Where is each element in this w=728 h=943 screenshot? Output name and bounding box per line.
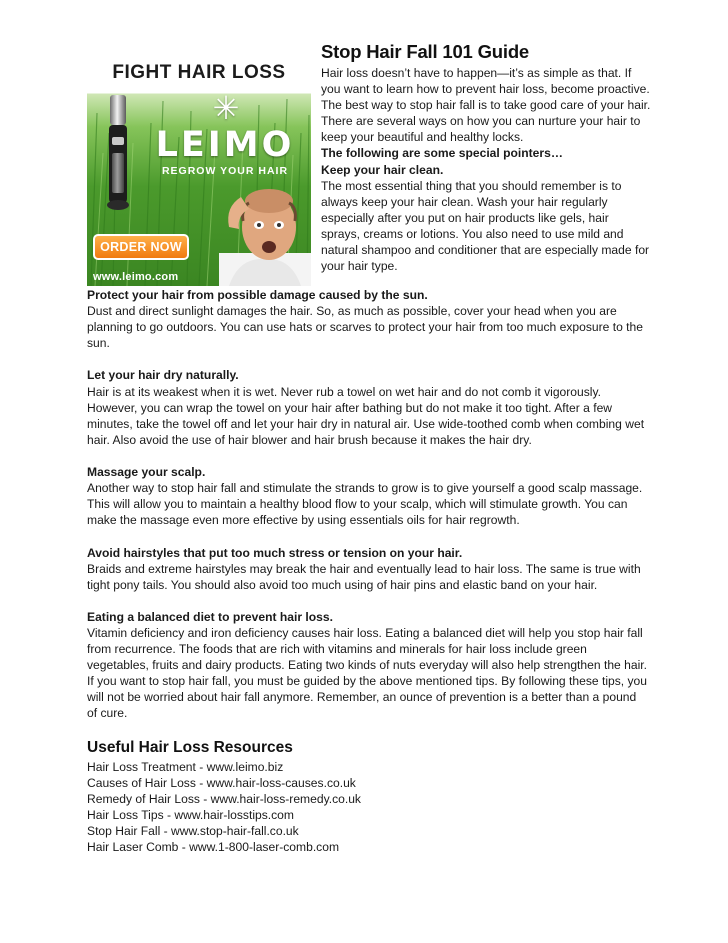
- resource-link-item[interactable]: Stop Hair Fall - www.stop-hair-fall.co.uk: [87, 823, 299, 838]
- ad-headline: FIGHT HAIR LOSS: [112, 62, 286, 83]
- resource-link-item[interactable]: Hair Loss Tips - www.hair-losstips.com: [87, 807, 294, 822]
- spacer: [87, 448, 647, 464]
- resource-link-item[interactable]: Hair Laser Comb - www.1-800-laser-comb.com: [87, 840, 340, 854]
- section-heading: Let your hair dry naturally.: [87, 368, 239, 383]
- conclusion-paragraph: If you want to stop hair fall, you must be guided by the above mentioned tips. By following these tips, you will not be worried about hair fall anymore. Remember, an ounce of prevention is a better than a pound of cure.: [87, 674, 647, 721]
- section-paragraph: Braids and extreme hairstyles may break the hair and eventually lead to hair loss. The same is true with tight pony tails. You should also avoid too much using of hair pins and elastic band on your hair.: [87, 561, 641, 592]
- ad-tagline: REGROW YOUR HAIR: [161, 165, 289, 177]
- section-heading: Protect your hair from possible damage caused by the sun.: [87, 288, 428, 302]
- ad-url-link[interactable]: www.leimo.com: [93, 271, 179, 283]
- surprised-man-photo: [219, 187, 311, 286]
- section-heading: Massage your scalp.: [87, 465, 206, 480]
- order-now-button[interactable]: ORDER NOW: [93, 234, 189, 260]
- pointers-lead: The following are some special pointers…: [321, 146, 563, 161]
- section-heading: Keep your hair clean.: [321, 162, 444, 177]
- spacer: [87, 593, 647, 609]
- leimo-advertisement[interactable]: [87, 57, 311, 286]
- resource-link-item[interactable]: Causes of Hair Loss - www.hair-loss-causes.co.uk: [87, 775, 356, 790]
- spacer: [87, 351, 647, 367]
- page-title: Stop Hair Fall 101 Guide: [321, 41, 530, 62]
- sparkle-icon: ✳: [212, 90, 240, 126]
- intro-paragraph: Hair loss doesn’t have to happen—it’s as simple as that. If you want to learn how to prevent hair loss, become proactive. The best way to stop hair fall is to take good care of your hair. There are several ways on how you can nurture your hair to keep your beautiful and healthy locks.: [321, 66, 651, 145]
- section-heading: Avoid hairstyles that put too much stress or tension on your hair.: [87, 545, 463, 560]
- article-body: [87, 287, 647, 855]
- section-paragraph: Dust and direct sunlight damages the hair. So, as much as possible, cover your head when you are planning to go outdoors. You can use hats or scarves to protect your hair from too much exposure to the sun.: [87, 304, 643, 351]
- resource-link-item[interactable]: Remedy of Hair Loss - www.hair-loss-remedy.co.uk: [87, 791, 361, 806]
- resources-title: Useful Hair Loss Resources: [87, 738, 293, 756]
- hair-laser-device-icon: [103, 93, 133, 213]
- ad-brand: LEIMO: [155, 125, 295, 165]
- intro-column: [321, 41, 651, 274]
- section-paragraph: Another way to stop hair fall and stimulate the strands to grow is to give yourself a good scalp massage. This will allow you to maintain a healthy blood flow to your scalp, which will stimulate growth. You can make the massage even more effective by using essentials oils for hair regrowth.: [87, 481, 643, 528]
- spacer: [87, 528, 647, 544]
- section-paragraph: Hair is at its weakest when it is wet. Never rub a towel on wet hair and do not comb it vigorously. However, you can wrap the towel on your hair after bathing but do not make it too tight. After a few minutes, take the towel off and let your hair dry in natural air. Use wide-toothed comb when combing wet hair. Also avoid the use of hair blower and hair brush because it makes the hair dry.: [87, 384, 645, 447]
- resources-list: [87, 759, 647, 856]
- section-paragraph: The most essential thing that you should remember is to always keep your hair clean. Wash your hair regularly especially after you put on hair products like gels, hair sprays, creams or lotions. You also need to use mild and natural shampoo and conditioner that are especially made for your hair type.: [321, 178, 650, 274]
- resource-link-item[interactable]: Hair Loss Treatment - www.leimo.biz: [87, 759, 284, 774]
- section-paragraph: Vitamin deficiency and iron deficiency causes hair loss. Eating a balanced diet will help you stop hair fall from recurrence. The foods that are rich with vitamins and minerals for hair loss include green vegetables, fruits and dairy products. Eating two kinds of nuts everyday will also help strengthen the hair.: [87, 625, 647, 673]
- section-heading: Eating a balanced diet to prevent hair loss.: [87, 609, 333, 624]
